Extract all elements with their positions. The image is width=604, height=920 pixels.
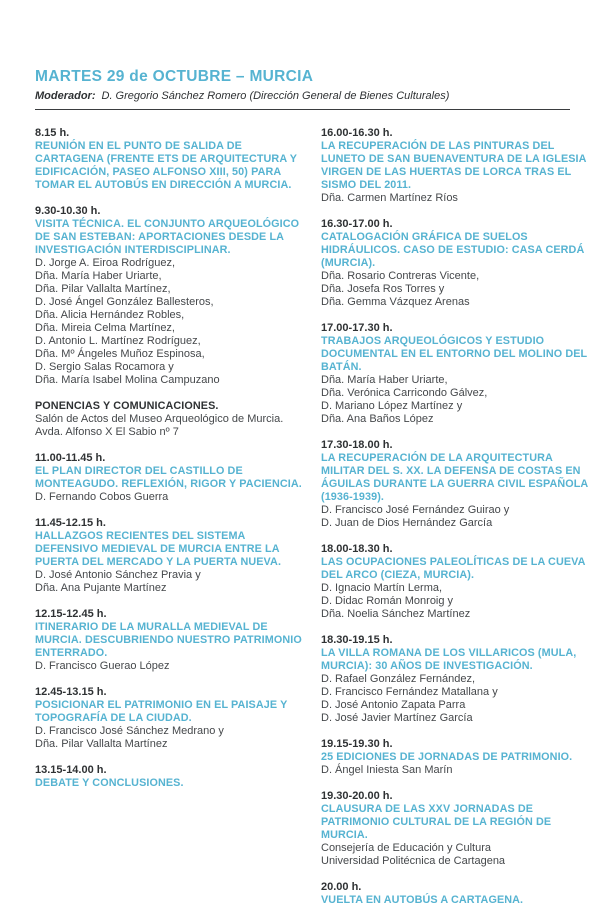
entry-title: CATALOGACIÓN GRÁFICA DE SUELOS HIDRÁULICOS. CASO DE ESTUDIO: CASA CERDÁ (MURCIA). bbox=[321, 231, 585, 269]
speaker-line: D. Francisco José Fernández Guirao y bbox=[321, 504, 510, 516]
speaker-line: Dña. María Haber Uriarte, bbox=[321, 374, 448, 386]
left-column bbox=[35, 127, 303, 920]
speaker-line: Dña. Noelia Sánchez Martínez bbox=[321, 608, 471, 620]
speaker-line: D. Juan de Dios Hernández García bbox=[321, 517, 493, 529]
speaker-line: Universidad Politécnica de Cartagena bbox=[321, 855, 506, 867]
entry-time: 13.15-14.00 h. bbox=[35, 764, 107, 776]
speaker-line: D. Didac Román Monroig y bbox=[321, 595, 454, 607]
schedule-entry bbox=[321, 634, 589, 725]
speaker-line: D. José Antonio Zapata Parra bbox=[321, 699, 466, 711]
entry-time: 11.45-12.15 h. bbox=[35, 517, 106, 529]
entry-speakers bbox=[35, 569, 303, 595]
speaker-line: D. José Ángel González Ballesteros, bbox=[35, 296, 214, 308]
schedule-entry bbox=[321, 218, 589, 309]
entry-time: 18.00-18.30 h. bbox=[321, 543, 393, 555]
entry-title: 25 EDICIONES DE JORNADAS DE PATRIMONIO. bbox=[321, 751, 573, 763]
schedule-entry bbox=[35, 400, 303, 439]
schedule-entry bbox=[321, 439, 589, 530]
entry-speakers bbox=[35, 491, 303, 504]
moderator-label: Moderador: bbox=[35, 90, 96, 102]
entry-time: 8.15 h. bbox=[35, 127, 70, 139]
speaker-line: Dña. Mireia Celma Martínez, bbox=[35, 322, 175, 334]
entry-speakers bbox=[321, 192, 589, 205]
entry-title: REUNIÓN EN EL PUNTO DE SALIDA DE CARTAGENA (FRENTE ETS DE ARQUITECTURA Y EDIFICACIÓN, PASEO ALFONSO XIII, 50) PARA TOMAR EL AUTOBÚS EN DIRECCIÓN A MURCIA. bbox=[35, 140, 297, 191]
speaker-line: Dña. Alicia Hernández Robles, bbox=[35, 309, 185, 321]
entry-speakers bbox=[321, 764, 589, 777]
speaker-line: Dña. María Isabel Molina Campuzano bbox=[35, 374, 220, 386]
entry-speakers bbox=[321, 582, 589, 621]
right-column bbox=[321, 127, 589, 920]
moderator-name: D. Gregorio Sánchez Romero (Dirección General de Bienes Culturales) bbox=[101, 90, 450, 102]
entry-time: 11.00-11.45 h. bbox=[35, 452, 106, 464]
entry-speakers bbox=[321, 374, 589, 426]
entry-speakers bbox=[35, 725, 303, 751]
entry-speakers bbox=[321, 842, 589, 868]
schedule-entry bbox=[35, 127, 303, 192]
page-title: MARTES 29 de OCTUBRE – MURCIA bbox=[35, 68, 314, 85]
speaker-line: Dña. Carmen Martínez Ríos bbox=[321, 192, 458, 204]
speaker-line: Dña. Rosario Contreras Vicente, bbox=[321, 270, 480, 282]
entry-time: 19.15-19.30 h. bbox=[321, 738, 393, 750]
speaker-line: Avda. Alfonso X El Sabio nº 7 bbox=[35, 426, 179, 438]
speaker-line: D. Sergio Salas Rocamora y bbox=[35, 361, 174, 373]
speaker-line: Dña. Josefa Ros Torres y bbox=[321, 283, 445, 295]
speaker-line: D. Ángel Iniesta San Marín bbox=[321, 764, 453, 776]
speaker-line: Dña. Mº Ángeles Muñoz Espinosa, bbox=[35, 348, 205, 360]
schedule-entry bbox=[321, 543, 589, 621]
speaker-line: D. Mariano López Martínez y bbox=[321, 400, 463, 412]
speaker-line: Dña. Pilar Vallalta Martínez bbox=[35, 738, 168, 750]
entry-title: EL PLAN DIRECTOR DEL CASTILLO DE MONTEAGUDO. REFLEXIÓN, RIGOR Y PACIENCIA. bbox=[35, 465, 302, 490]
entry-title: VISITA TÉCNICA. EL CONJUNTO ARQUEOLÓGICO DE SAN ESTEBAN: APORTACIONES DESDE LA INVESTIGACIÓN INTERDISCIPLINAR. bbox=[35, 218, 300, 256]
entry-time: 12.15-12.45 h. bbox=[35, 608, 107, 620]
moderator-line bbox=[35, 90, 574, 102]
speaker-line: D. Francisco José Sánchez Medrano y bbox=[35, 725, 224, 737]
entry-title: CLAUSURA DE LAS XXV JORNADAS DE PATRIMONIO CULTURAL DE LA REGIÓN DE MURCIA. bbox=[321, 803, 552, 841]
entry-speakers bbox=[35, 413, 303, 439]
entry-title: ITINERARIO DE LA MURALLA MEDIEVAL DE MURCIA. DESCUBRIENDO NUESTRO PATRIMONIO ENTERRADO. bbox=[35, 621, 302, 659]
entry-title: TRABAJOS ARQUEOLÓGICOS Y ESTUDIO DOCUMENTAL EN EL ENTORNO DEL MOLINO DEL BATÁN. bbox=[321, 335, 588, 373]
entry-time: 16.30-17.00 h. bbox=[321, 218, 393, 230]
entry-title: HALLAZGOS RECIENTES DEL SISTEMA DEFENSIVO MEDIEVAL DE MURCIA ENTRE LA PUERTA DEL MERCADO Y LA PUERTA NUEVA. bbox=[35, 530, 282, 568]
speaker-line: D. Fernando Cobos Guerra bbox=[35, 491, 169, 503]
entry-time: 12.45-13.15 h. bbox=[35, 686, 107, 698]
speaker-line: D. Jorge A. Eiroa Rodríguez, bbox=[35, 257, 176, 269]
entry-time: 9.30-10.30 h. bbox=[35, 205, 101, 217]
divider bbox=[35, 109, 570, 110]
schedule-entry bbox=[35, 686, 303, 751]
entry-speakers bbox=[321, 673, 589, 725]
speaker-line: Dña. Pilar Vallalta Martínez, bbox=[35, 283, 171, 295]
entry-title: LA RECUPERACIÓN DE LA ARQUITECTURA MILITAR DEL S. XX. LA DEFENSA DE COSTAS EN ÁGUILAS DURANTE LA GUERRA CIVIL ESPAÑOLA (1936-1939). bbox=[321, 452, 588, 503]
speaker-line: Dña. Ana Baños López bbox=[321, 413, 434, 425]
entry-title: LA RECUPERACIÓN DE LAS PINTURAS DEL LUNETO DE SAN BUENAVENTURA DE LA IGLESIA VIRGEN DE LAS HUERTAS DE LORCA TRAS EL SISMO DEL 2011. bbox=[321, 140, 587, 191]
entry-time: 19.30-20.00 h. bbox=[321, 790, 393, 802]
schedule-entry bbox=[35, 517, 303, 595]
entry-time: 18.30-19.15 h. bbox=[321, 634, 393, 646]
entry-title: LAS OCUPACIONES PALEOLÍTICAS DE LA CUEVA DEL ARCO (CIEZA, MURCIA). bbox=[321, 556, 586, 581]
entry-time: 20.00 h. bbox=[321, 881, 362, 893]
speaker-line: D. Antonio L. Martínez Rodríguez, bbox=[35, 335, 201, 347]
entry-title: POSICIONAR EL PATRIMONIO EN EL PAISAJE Y TOPOGRAFÍA DE LA CIUDAD. bbox=[35, 699, 288, 724]
speaker-line: D. Rafael González Fernández, bbox=[321, 673, 476, 685]
schedule-entry bbox=[35, 452, 303, 504]
entry-speakers bbox=[321, 504, 589, 530]
speaker-line: D. Francisco Fernández Matallana y bbox=[321, 686, 498, 698]
speaker-line: D. Ignacio Martín Lerma, bbox=[321, 582, 443, 594]
speaker-line: Dña. Verónica Carricondo Gálvez, bbox=[321, 387, 488, 399]
schedule-entry bbox=[35, 205, 303, 387]
entry-time: 17.00-17.30 h. bbox=[321, 322, 393, 334]
schedule-entry bbox=[321, 790, 589, 868]
speaker-line: Salón de Actos del Museo Arqueológico de Murcia. bbox=[35, 413, 284, 425]
schedule-columns bbox=[35, 127, 588, 920]
entry-speakers bbox=[321, 270, 589, 309]
schedule-entry bbox=[321, 738, 589, 777]
schedule-entry bbox=[35, 764, 303, 790]
speaker-line: Dña. Gemma Vázquez Arenas bbox=[321, 296, 470, 308]
schedule-entry bbox=[321, 322, 589, 426]
speaker-line: Consejería de Educación y Cultura bbox=[321, 842, 491, 854]
schedule-entry bbox=[35, 608, 303, 673]
speaker-line: D. Francisco Guerao López bbox=[35, 660, 170, 672]
entry-title: LA VILLA ROMANA DE LOS VILLARICOS (MULA, MURCIA): 30 AÑOS DE INVESTIGACIÓN. bbox=[321, 647, 577, 672]
entry-time: 16.00-16.30 h. bbox=[321, 127, 393, 139]
speaker-line: Dña. María Haber Uriarte, bbox=[35, 270, 162, 282]
entry-title: DEBATE Y CONCLUSIONES. bbox=[35, 777, 184, 789]
speaker-line: Dña. Ana Pujante Martínez bbox=[35, 582, 167, 594]
schedule-entry bbox=[321, 127, 589, 205]
speaker-line: D. José Antonio Sánchez Pravia y bbox=[35, 569, 201, 581]
speaker-line: D. José Javier Martínez García bbox=[321, 712, 473, 724]
entry-speakers bbox=[35, 660, 303, 673]
entry-title: PONENCIAS Y COMUNICACIONES. bbox=[35, 400, 219, 412]
schedule-entry bbox=[321, 881, 589, 907]
entry-time: 17.30-18.00 h. bbox=[321, 439, 393, 451]
entry-title: VUELTA EN AUTOBÚS A CARTAGENA. bbox=[321, 894, 524, 906]
entry-speakers bbox=[35, 257, 303, 387]
